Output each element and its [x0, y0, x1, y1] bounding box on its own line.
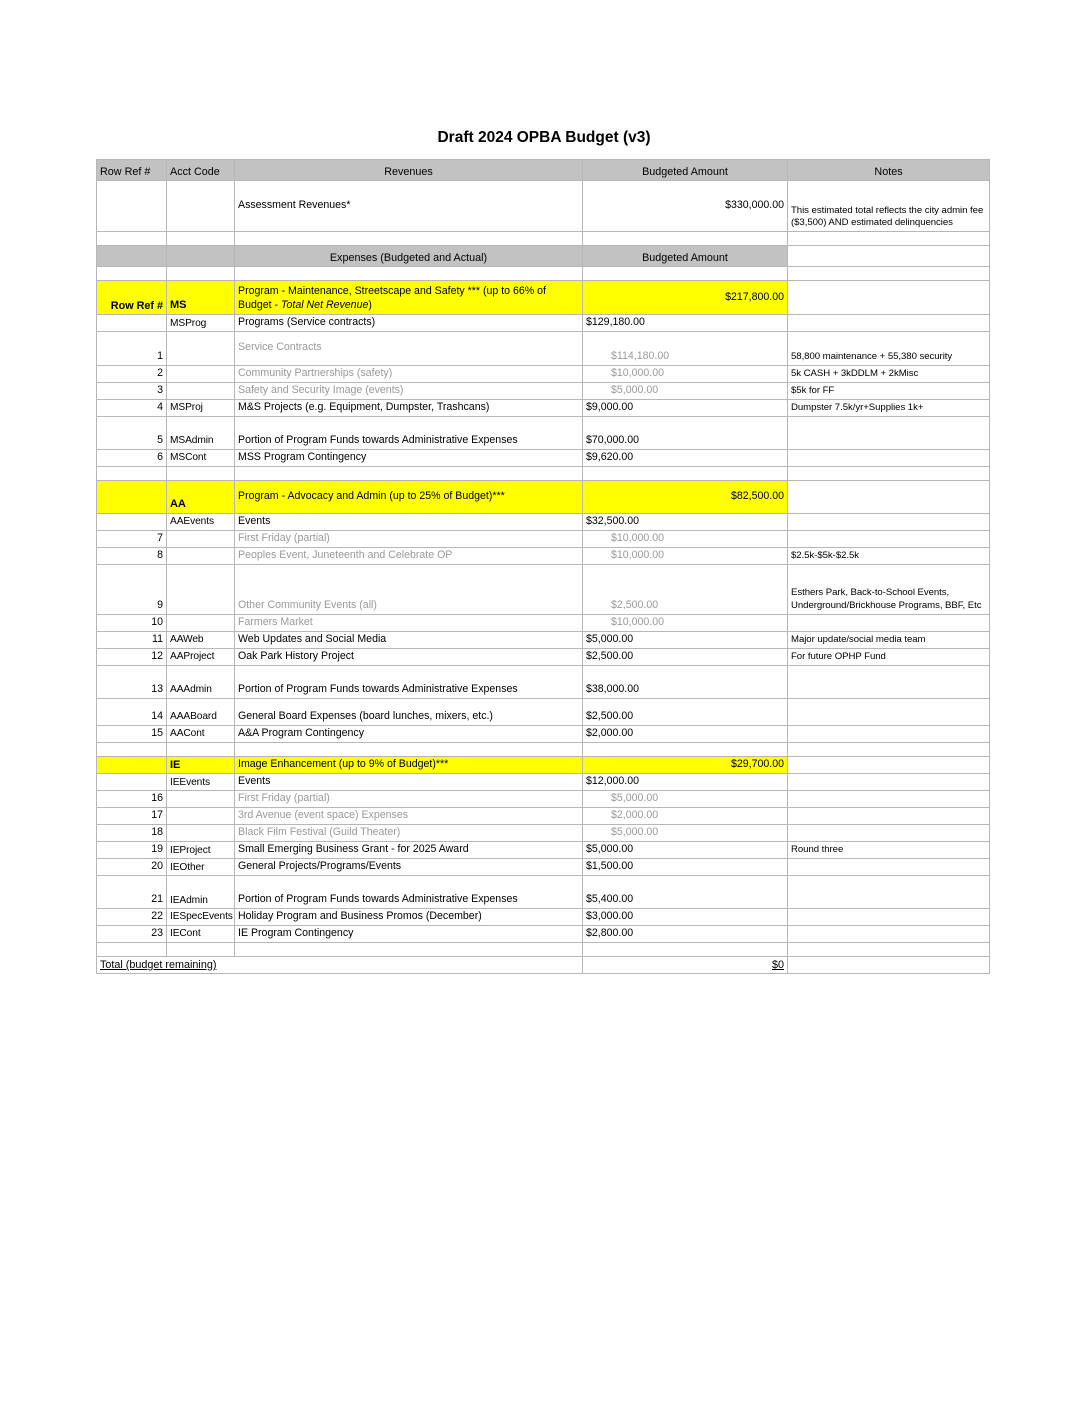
- col-header-acct-code: Acct Code: [167, 160, 235, 181]
- cell-row-ref: 4: [97, 399, 167, 416]
- cell-amount: $114,180.00: [583, 331, 788, 365]
- cell-blank: [583, 267, 788, 281]
- cell-row-ref: 22: [97, 908, 167, 925]
- cell-description: Portion of Program Funds towards Administrative Expenses: [235, 665, 583, 698]
- cell-note: [788, 908, 990, 925]
- cell-amount: $129,180.00: [583, 315, 788, 332]
- cell-description: Safety and Security Image (events): [235, 382, 583, 399]
- cell-description: Black Film Festival (Guild Theater): [235, 825, 583, 842]
- section-header-ms: [97, 281, 990, 315]
- cell-row-ref: 13: [97, 665, 167, 698]
- cell-acct-code: AAABoard: [167, 698, 235, 725]
- cell-description: Farmers Market: [235, 614, 583, 631]
- cell-acct-code: MSProg: [167, 315, 235, 332]
- cell-acct-code: IEAdmin: [167, 875, 235, 908]
- cell-note: [788, 530, 990, 547]
- cell-amount: $5,400.00: [583, 875, 788, 908]
- col-header-budgeted-amount-2: Budgeted Amount: [583, 246, 788, 267]
- cell-row-ref: 7: [97, 530, 167, 547]
- total-note: [788, 956, 990, 973]
- cell-description: Assessment Revenues*: [235, 181, 583, 232]
- cell-description: IE Program Contingency: [235, 925, 583, 942]
- cell-amount: $32,500.00: [583, 513, 788, 530]
- table-row: [97, 365, 990, 382]
- cell-acct-code: MSProj: [167, 399, 235, 416]
- cell-row-ref: 12: [97, 648, 167, 665]
- cell-row-ref: 5: [97, 416, 167, 449]
- total-amount: $0: [583, 956, 788, 973]
- cell-acct-code: AAAdmin: [167, 665, 235, 698]
- cell-amount: $38,000.00: [583, 665, 788, 698]
- cell-row-ref: [97, 513, 167, 530]
- cell-blank: [235, 742, 583, 756]
- cell-row-ref: 21: [97, 875, 167, 908]
- table-row: [97, 648, 990, 665]
- cell-acct-code: IEEvents: [167, 774, 235, 791]
- cell-description: Events: [235, 513, 583, 530]
- cell-note: 58,800 maintenance + 55,380 security: [788, 331, 990, 365]
- cell-acct-code: AAWeb: [167, 631, 235, 648]
- cell-row-ref: 15: [97, 725, 167, 742]
- cell-note: $5k for FF: [788, 382, 990, 399]
- cell-acct-code: [167, 808, 235, 825]
- table-row: [97, 614, 990, 631]
- cell-description: Portion of Program Funds towards Administrative Expenses: [235, 416, 583, 449]
- table-row: [97, 825, 990, 842]
- ms-row-ref-label: Row Ref #: [97, 281, 167, 315]
- cell-description: Other Community Events (all): [235, 564, 583, 614]
- table-row: [97, 665, 990, 698]
- cell-blank: [235, 942, 583, 956]
- cell-acct-code: [167, 564, 235, 614]
- table-row: [97, 774, 990, 791]
- cell-amount: $10,000.00: [583, 547, 788, 564]
- cell-description: A&A Program Contingency: [235, 725, 583, 742]
- cell-description: Community Partnerships (safety): [235, 365, 583, 382]
- cell-amount: $12,000.00: [583, 774, 788, 791]
- cell-amount: $2,800.00: [583, 925, 788, 942]
- cell-note: Dumpster 7.5k/yr+Supplies 1k+: [788, 399, 990, 416]
- cell-row-ref: 3: [97, 382, 167, 399]
- table-row: [97, 698, 990, 725]
- cell-row-ref: 1: [97, 331, 167, 365]
- col-header-notes: Notes: [788, 160, 990, 181]
- table-row: [97, 331, 990, 365]
- cell-note: [788, 858, 990, 875]
- table-row: [97, 725, 990, 742]
- table-row: [97, 315, 990, 332]
- ie-section-note: [788, 756, 990, 774]
- col-header-expenses: Expenses (Budgeted and Actual): [235, 246, 583, 267]
- table-row: [97, 791, 990, 808]
- cell-blank: [97, 466, 167, 480]
- cell-description: Peoples Event, Juneteenth and Celebrate OP: [235, 547, 583, 564]
- cell-row-ref: 20: [97, 858, 167, 875]
- cell-description: First Friday (partial): [235, 530, 583, 547]
- ie-section-amount: $29,700.00: [583, 756, 788, 774]
- cell-amount: $10,000.00: [583, 614, 788, 631]
- table-row-spacer: [97, 942, 990, 956]
- col-header-row-ref: Row Ref #: [97, 160, 167, 181]
- cell-row-ref: 19: [97, 842, 167, 859]
- cell-blank: [583, 942, 788, 956]
- cell-description: M&S Projects (e.g. Equipment, Dumpster, Trashcans): [235, 399, 583, 416]
- cell-description: Small Emerging Business Grant - for 2025 Award: [235, 842, 583, 859]
- cell-amount: $3,000.00: [583, 908, 788, 925]
- cell-acct-code: MSAdmin: [167, 416, 235, 449]
- cell-description: Holiday Program and Business Promos (December): [235, 908, 583, 925]
- total-label: Total (budget remaining): [97, 956, 583, 973]
- cell-amount: $2,500.00: [583, 698, 788, 725]
- cell-blank: [97, 232, 167, 246]
- cell-blank: [583, 466, 788, 480]
- cell-description: Programs (Service contracts): [235, 315, 583, 332]
- cell-note: [788, 614, 990, 631]
- expenses-band-left: [97, 246, 167, 267]
- table-header-row: [97, 160, 990, 181]
- table-row-assessment-revenues: [97, 181, 990, 232]
- cell-blank: [235, 267, 583, 281]
- cell-note: [788, 791, 990, 808]
- cell-acct-code: AAProject: [167, 648, 235, 665]
- ms-title-tail: ): [368, 299, 372, 312]
- cell-description: General Projects/Programs/Events: [235, 858, 583, 875]
- cell-blank: [167, 232, 235, 246]
- table-row: [97, 631, 990, 648]
- cell-acct-code: AAEvents: [167, 513, 235, 530]
- col-header-revenues: Revenues: [235, 160, 583, 181]
- cell-amount: $9,000.00: [583, 399, 788, 416]
- table-row: [97, 875, 990, 908]
- cell-acct-code: [167, 791, 235, 808]
- cell-note: [788, 774, 990, 791]
- cell-description: Events: [235, 774, 583, 791]
- cell-blank: [167, 466, 235, 480]
- cell-acct-code: [167, 614, 235, 631]
- cell-description: Service Contracts: [235, 331, 583, 365]
- cell-amount: $2,500.00: [583, 564, 788, 614]
- cell-description: 3rd Avenue (event space) Expenses: [235, 808, 583, 825]
- cell-row-ref: 6: [97, 449, 167, 466]
- cell-blank: [788, 267, 990, 281]
- ie-row-ref-label: [97, 756, 167, 774]
- aa-section-title: Program - Advocacy and Admin (up to 25% of Budget)***: [235, 480, 583, 513]
- table-row: [97, 842, 990, 859]
- cell-amount: $5,000.00: [583, 791, 788, 808]
- col-header-budgeted-amount: Budgeted Amount: [583, 160, 788, 181]
- cell-blank: [167, 942, 235, 956]
- cell-acct-code: IEProject: [167, 842, 235, 859]
- cell-amount: $1,500.00: [583, 858, 788, 875]
- cell-amount: $10,000.00: [583, 365, 788, 382]
- aa-acct-code: AA: [167, 480, 235, 513]
- cell-description: Oak Park History Project: [235, 648, 583, 665]
- table-row: [97, 908, 990, 925]
- cell-acct-code: IECont: [167, 925, 235, 942]
- cell-row-ref: [97, 774, 167, 791]
- cell-amount: $2,000.00: [583, 808, 788, 825]
- table-row-spacer: [97, 232, 990, 246]
- expenses-band-left2: [167, 246, 235, 267]
- cell-note: 5k CASH + 3kDDLM + 2kMisc: [788, 365, 990, 382]
- table-header-row-expenses: [97, 246, 990, 267]
- cell-acct-code: [167, 825, 235, 842]
- cell-note: [788, 725, 990, 742]
- cell-description: First Friday (partial): [235, 791, 583, 808]
- table-row-total: [97, 956, 990, 973]
- table-row: [97, 513, 990, 530]
- cell-acct-code: [167, 365, 235, 382]
- table-row-spacer: [97, 466, 990, 480]
- cell-note: [788, 825, 990, 842]
- cell-description: Web Updates and Social Media: [235, 631, 583, 648]
- cell-amount: $9,620.00: [583, 449, 788, 466]
- cell-note: [788, 416, 990, 449]
- cell-blank: [788, 466, 990, 480]
- cell-amount: $5,000.00: [583, 842, 788, 859]
- cell-acct-code: IESpecEvents: [167, 908, 235, 925]
- ms-title-text: Program - Maintenance, Streetscape and Safety *** (up to 66% of Budget -: [238, 285, 546, 312]
- cell-amount: $5,000.00: [583, 631, 788, 648]
- cell-note: [788, 449, 990, 466]
- cell-acct-code: IEOther: [167, 858, 235, 875]
- section-header-aa: [97, 480, 990, 513]
- cell-blank: [235, 232, 583, 246]
- cell-acct-code: [167, 181, 235, 232]
- ms-section-amount: $217,800.00: [583, 281, 788, 315]
- cell-acct-code: [167, 382, 235, 399]
- cell-blank: [97, 742, 167, 756]
- table-row: [97, 564, 990, 614]
- ms-title-italic: Total Net Revenue: [281, 299, 369, 312]
- table-row: [97, 449, 990, 466]
- cell-blank: [788, 942, 990, 956]
- ms-section-title: [235, 281, 583, 315]
- cell-note: [788, 513, 990, 530]
- cell-row-ref: [97, 181, 167, 232]
- budget-table: [96, 159, 990, 974]
- table-row: [97, 530, 990, 547]
- cell-row-ref: 18: [97, 825, 167, 842]
- ie-section-title: Image Enhancement (up to 9% of Budget)***: [235, 756, 583, 774]
- cell-description: MSS Program Contingency: [235, 449, 583, 466]
- table-row: [97, 925, 990, 942]
- cell-blank: [788, 742, 990, 756]
- cell-row-ref: 9: [97, 564, 167, 614]
- cell-row-ref: 17: [97, 808, 167, 825]
- table-row-spacer: [97, 742, 990, 756]
- cell-note: Round three: [788, 842, 990, 859]
- cell-acct-code: [167, 530, 235, 547]
- cell-blank: [583, 232, 788, 246]
- cell-row-ref: 10: [97, 614, 167, 631]
- cell-acct-code: MSCont: [167, 449, 235, 466]
- cell-note: [788, 698, 990, 725]
- table-row: [97, 808, 990, 825]
- cell-note: This estimated total reflects the city admin fee ($3,500) AND estimated delinquencies: [788, 181, 990, 232]
- cell-row-ref: 16: [97, 791, 167, 808]
- cell-note: [788, 875, 990, 908]
- ms-section-note: [788, 281, 990, 315]
- cell-acct-code: [167, 547, 235, 564]
- cell-acct-code: [167, 331, 235, 365]
- aa-row-ref-label: [97, 480, 167, 513]
- cell-amount: $2,500.00: [583, 648, 788, 665]
- cell-note: [788, 808, 990, 825]
- table-row: [97, 416, 990, 449]
- cell-amount: $2,000.00: [583, 725, 788, 742]
- cell-description: Portion of Program Funds towards Administrative Expenses: [235, 875, 583, 908]
- cell-row-ref: 11: [97, 631, 167, 648]
- cell-row-ref: 14: [97, 698, 167, 725]
- cell-row-ref: 8: [97, 547, 167, 564]
- table-row: [97, 858, 990, 875]
- cell-blank: [97, 942, 167, 956]
- cell-description: General Board Expenses (board lunches, mixers, etc.): [235, 698, 583, 725]
- cell-note: [788, 925, 990, 942]
- cell-blank: [788, 232, 990, 246]
- cell-note: For future OPHP Fund: [788, 648, 990, 665]
- cell-note: [788, 315, 990, 332]
- cell-blank: [167, 267, 235, 281]
- table-row: [97, 382, 990, 399]
- aa-section-note: [788, 480, 990, 513]
- cell-blank: [97, 267, 167, 281]
- cell-blank: [583, 742, 788, 756]
- cell-blank: [235, 466, 583, 480]
- cell-row-ref: 2: [97, 365, 167, 382]
- cell-acct-code: AACont: [167, 725, 235, 742]
- cell-row-ref: 23: [97, 925, 167, 942]
- table-row: [97, 547, 990, 564]
- cell-note: Esthers Park, Back-to-School Events, Underground/Brickhouse Programs, BBF, Etc: [788, 564, 990, 614]
- table-row: [97, 399, 990, 416]
- cell-amount: $70,000.00: [583, 416, 788, 449]
- cell-amount: $330,000.00: [583, 181, 788, 232]
- cell-blank: [167, 742, 235, 756]
- cell-amount: $10,000.00: [583, 530, 788, 547]
- expenses-band-notes-blank: [788, 246, 990, 267]
- section-header-ie: [97, 756, 990, 774]
- cell-amount: $5,000.00: [583, 382, 788, 399]
- cell-row-ref: [97, 315, 167, 332]
- cell-note: Major update/social media team: [788, 631, 990, 648]
- ie-acct-code: IE: [167, 756, 235, 774]
- ms-acct-code: MS: [167, 281, 235, 315]
- page-title: Draft 2024 OPBA Budget (v3): [437, 129, 651, 146]
- aa-section-amount: $82,500.00: [583, 480, 788, 513]
- table-row-spacer: [97, 267, 990, 281]
- cell-amount: $5,000.00: [583, 825, 788, 842]
- cell-note: $2.5k-$5k-$2.5k: [788, 547, 990, 564]
- cell-note: [788, 665, 990, 698]
